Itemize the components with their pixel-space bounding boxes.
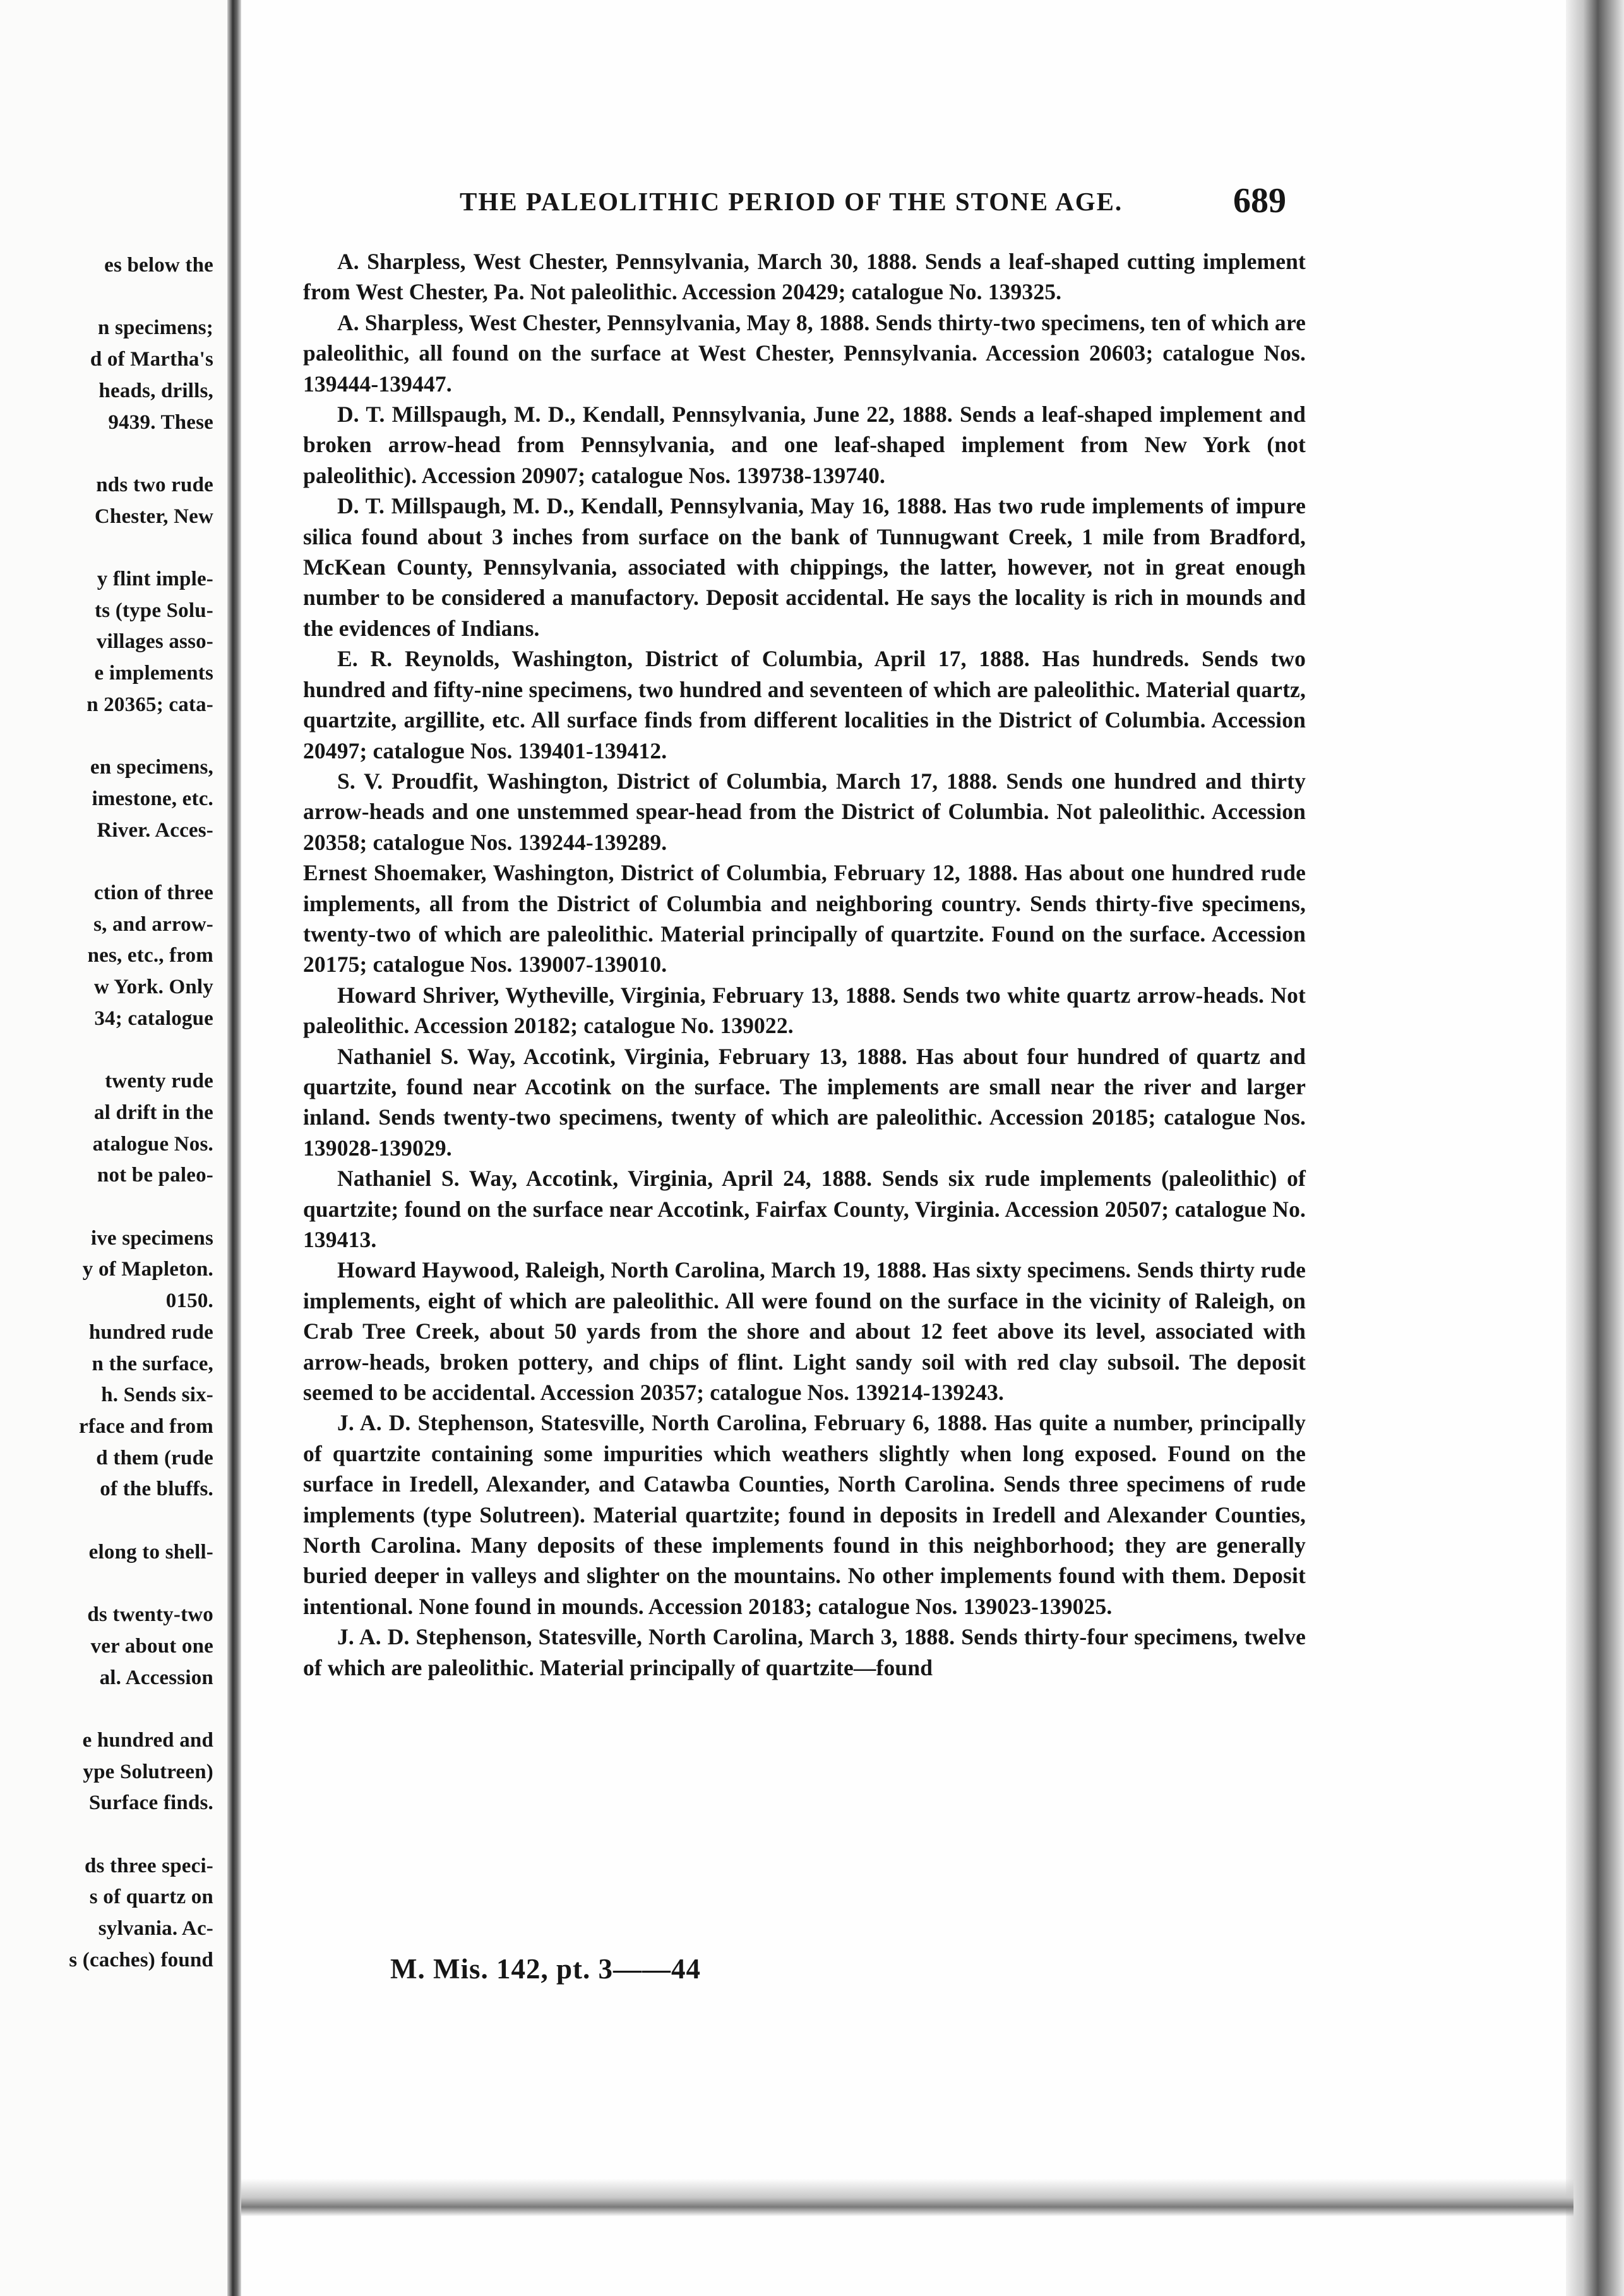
- facing-page-line: twenty rude: [105, 1070, 213, 1093]
- facing-page-line: y of Mapleton.: [82, 1258, 213, 1281]
- facing-page-line: en specimens,: [90, 756, 213, 779]
- facing-page-line: ds three speci-: [84, 1854, 213, 1877]
- facing-page-line: ver about one: [90, 1634, 213, 1658]
- facing-page-line: sylvania. Ac-: [98, 1917, 213, 1940]
- facing-page-line: of the bluffs.: [100, 1478, 213, 1501]
- facing-page-line: elong to shell-: [88, 1540, 213, 1564]
- facing-page-line: ts (type Solu-: [95, 599, 213, 622]
- entry-millspaugh-june: D. T. Millspaugh, M. D., Kendall, Pennsylvania, June 22, 1888. Sends a leaf-shaped implement and broken arrow-head from Pennsylvania, and one leaf-shaped implement from New York (not paleolithic). Accession 20907; catalogue Nos. 139738-139740.: [303, 402, 1306, 488]
- page-body: [303, 246, 1306, 1683]
- facing-page-line: e implements: [94, 662, 213, 685]
- entry-stephenson-february: J. A. D. Stephenson, Statesville, North Carolina, February 6, 1888. Has quite a number, principally of quartzite containing some impurities which weathers slightly when long exposed. Found on the surface in Iredell, Alexander, and Catawba Counties, North Carolina. Sends three specimens of rude implements (type Solutreen). Material quartzite; found in deposits in Iredell and Alexander Counties, North Carolina. Many deposits of these implements found in this neighborhood; they are generally buried deeper in valleys and slighter on the mountains. No other implements found with them. Deposit intentional. None found in mounds. Accession 20183; catalogue Nos. 139023-139025.: [303, 1410, 1306, 1619]
- facing-page-line: heads, drills,: [99, 379, 213, 402]
- facing-page-line: ive specimens: [90, 1226, 213, 1250]
- facing-page-line: n the surface,: [92, 1352, 213, 1375]
- running-head: THE PALEOLITHIC PERIOD OF THE STONE AGE.: [460, 187, 1123, 216]
- facing-page-line: d them (rude: [96, 1446, 213, 1469]
- entry-reynolds: E. R. Reynolds, Washington, District of Columbia, April 17, 1888. Has hundreds. Sends two hundred and fifty-nine specimens, two hundred and seventeen of which are paleolithic. Material quartz, quartzite, argillite, etc. All surface finds from different localities in the District of Columbia. Accession 20497; catalogue Nos. 139401-139412.: [303, 646, 1306, 763]
- entry-proudfit: S. V. Proudfit, Washington, District of Columbia, March 17, 1888. Sends one hundred and thirty arrow-heads and one unstemmed spear-head from the District of Columbia. Not paleolithic. Accession 20358; catalogue Nos. 139244-139289.: [303, 768, 1306, 855]
- facing-page-line: imestone, etc.: [92, 787, 213, 810]
- book-gutter: [227, 0, 241, 2296]
- facing-page-line: s (caches) found: [69, 1948, 213, 1971]
- facing-page-line: al drift in the: [93, 1101, 213, 1124]
- facing-page-line: 0150.: [165, 1289, 213, 1313]
- page-edge-stack: [1566, 0, 1624, 2296]
- facing-page-line: nds two rude: [96, 473, 213, 496]
- entry-way-april: Nathaniel S. Way, Accotink, Virginia, April 24, 1888. Sends six rude implements (paleolithic) of quartzite; found on the surface near Accotink, Fairfax County, Virginia. Accession 20507; catalogue No. 139413.: [303, 1166, 1306, 1252]
- facing-page-line: e hundred and: [82, 1728, 213, 1752]
- facing-page-line: n 20365; cata-: [87, 693, 213, 716]
- facing-page-line: h. Sends six-: [101, 1384, 213, 1407]
- facing-page-line: 34; catalogue: [94, 1007, 213, 1030]
- facing-page-line: n specimens;: [98, 316, 213, 340]
- facing-page-line: hundred rude: [88, 1320, 213, 1344]
- facing-page-line: al. Accession: [99, 1666, 213, 1689]
- facing-page-line: not be paleo-: [97, 1164, 213, 1187]
- signature-mark: M. Mis. 142, pt. 3——44: [390, 1953, 701, 1985]
- facing-page-line: es below the: [104, 254, 213, 277]
- facing-page-line: Surface finds.: [88, 1791, 213, 1815]
- facing-page-line: Chester, New: [94, 505, 213, 528]
- entry-haywood: Howard Haywood, Raleigh, North Carolina, March 19, 1888. Has sixty specimens. Sends thirty rude implements, eight of which are paleolithic. All were found on the surface in the vicinity of Raleigh, on Crab Tree Creek, about 50 yards from the shore and about 12 feet above its level, associated with arrow-heads, broken pottery, and chips of flint. Light sandy soil with red clay subsoil. The deposit seemed to be accidental. Accession 20357; catalogue Nos. 139214-139243.: [303, 1257, 1306, 1406]
- facing-page-line: s, and arrow-: [93, 912, 213, 936]
- entry-shoemaker: Ernest Shoemaker, Washington, District of Columbia, February 12, 1888. Has about one hundred rude implements, all from the District of Columbia and neighboring country. Sends thirty-five specimens, twenty-two of which are paleolithic. Material principally of quartzite. Found on the surface. Accession 20175; catalogue Nos. 139007-139010.: [303, 860, 1306, 978]
- facing-page-line: ds twenty-two: [87, 1603, 213, 1627]
- facing-page-line: y flint imple-: [97, 568, 213, 590]
- entry-sharpless-march: A. Sharpless, West Chester, Pennsylvania, March 30, 1888. Sends a leaf-shaped cutting implement from West Chester, Pa. Not paleolithic. Accession 20429; catalogue No. 139325.: [303, 249, 1306, 305]
- facing-page-line: d of Martha's: [90, 348, 213, 371]
- page-number: 689: [1233, 181, 1286, 220]
- facing-page-line: River. Acces-: [97, 818, 213, 842]
- entry-sharpless-may: A. Sharpless, West Chester, Pennsylvania, May 8, 1888. Sends thirty-two specimens, ten of which are paleolithic, all found on the surface at West Chester, Pennsylvania. Accession 20603; catalogue Nos. 139444-139447.: [303, 309, 1306, 397]
- facing-page-line: s of quartz on: [89, 1886, 213, 1909]
- facing-page-fragment: [0, 0, 232, 2296]
- entry-millspaugh-may: D. T. Millspaugh, M. D., Kendall, Pennsylvania, May 16, 1888. Has two rude implements of impure silica found about 3 inches from surface on the bank of Tunnugwant Creek, 1 mile from Bradford, McKean County, Pennsylvania, associated with chippings, the latter, however, not in great enough number to be considered a manufactory. Deposit accidental. He says the locality is rich in mounds and the evidences of Indians.: [303, 493, 1306, 641]
- facing-page-line: rface and from: [79, 1414, 213, 1438]
- entry-way-february: Nathaniel S. Way, Accotink, Virginia, February 13, 1888. Has about four hundred of quartz and quartzite, found near Accotink on the surface. The implements are small near the river and larger inland. Sends twenty-two specimens, twenty of which are paleolithic. Accession 20185; catalogue Nos. 139028-139029.: [303, 1043, 1306, 1161]
- facing-page-line: 9439. These: [108, 410, 213, 434]
- facing-page-line: villages asso-: [96, 630, 213, 654]
- facing-page-line: nes, etc., from: [87, 944, 213, 967]
- entry-stephenson-march: J. A. D. Stephenson, Statesville, North Carolina, March 3, 1888. Sends thirty-four specimens, twelve of which are paleolithic. Material principally of quartzite—found: [303, 1624, 1306, 1680]
- facing-page-line: ction of three: [93, 882, 213, 904]
- entry-shriver: Howard Shriver, Wytheville, Virginia, February 13, 1888. Sends two white quartz arrow-heads. Not paleolithic. Accession 20182; catalogue No. 139022.: [303, 982, 1306, 1039]
- page-bottom-edge: [241, 2179, 1573, 2216]
- facing-page-line: atalogue Nos.: [92, 1132, 213, 1156]
- facing-page-line: ype Solutreen): [83, 1760, 213, 1783]
- facing-page-line: w York. Only: [93, 976, 213, 999]
